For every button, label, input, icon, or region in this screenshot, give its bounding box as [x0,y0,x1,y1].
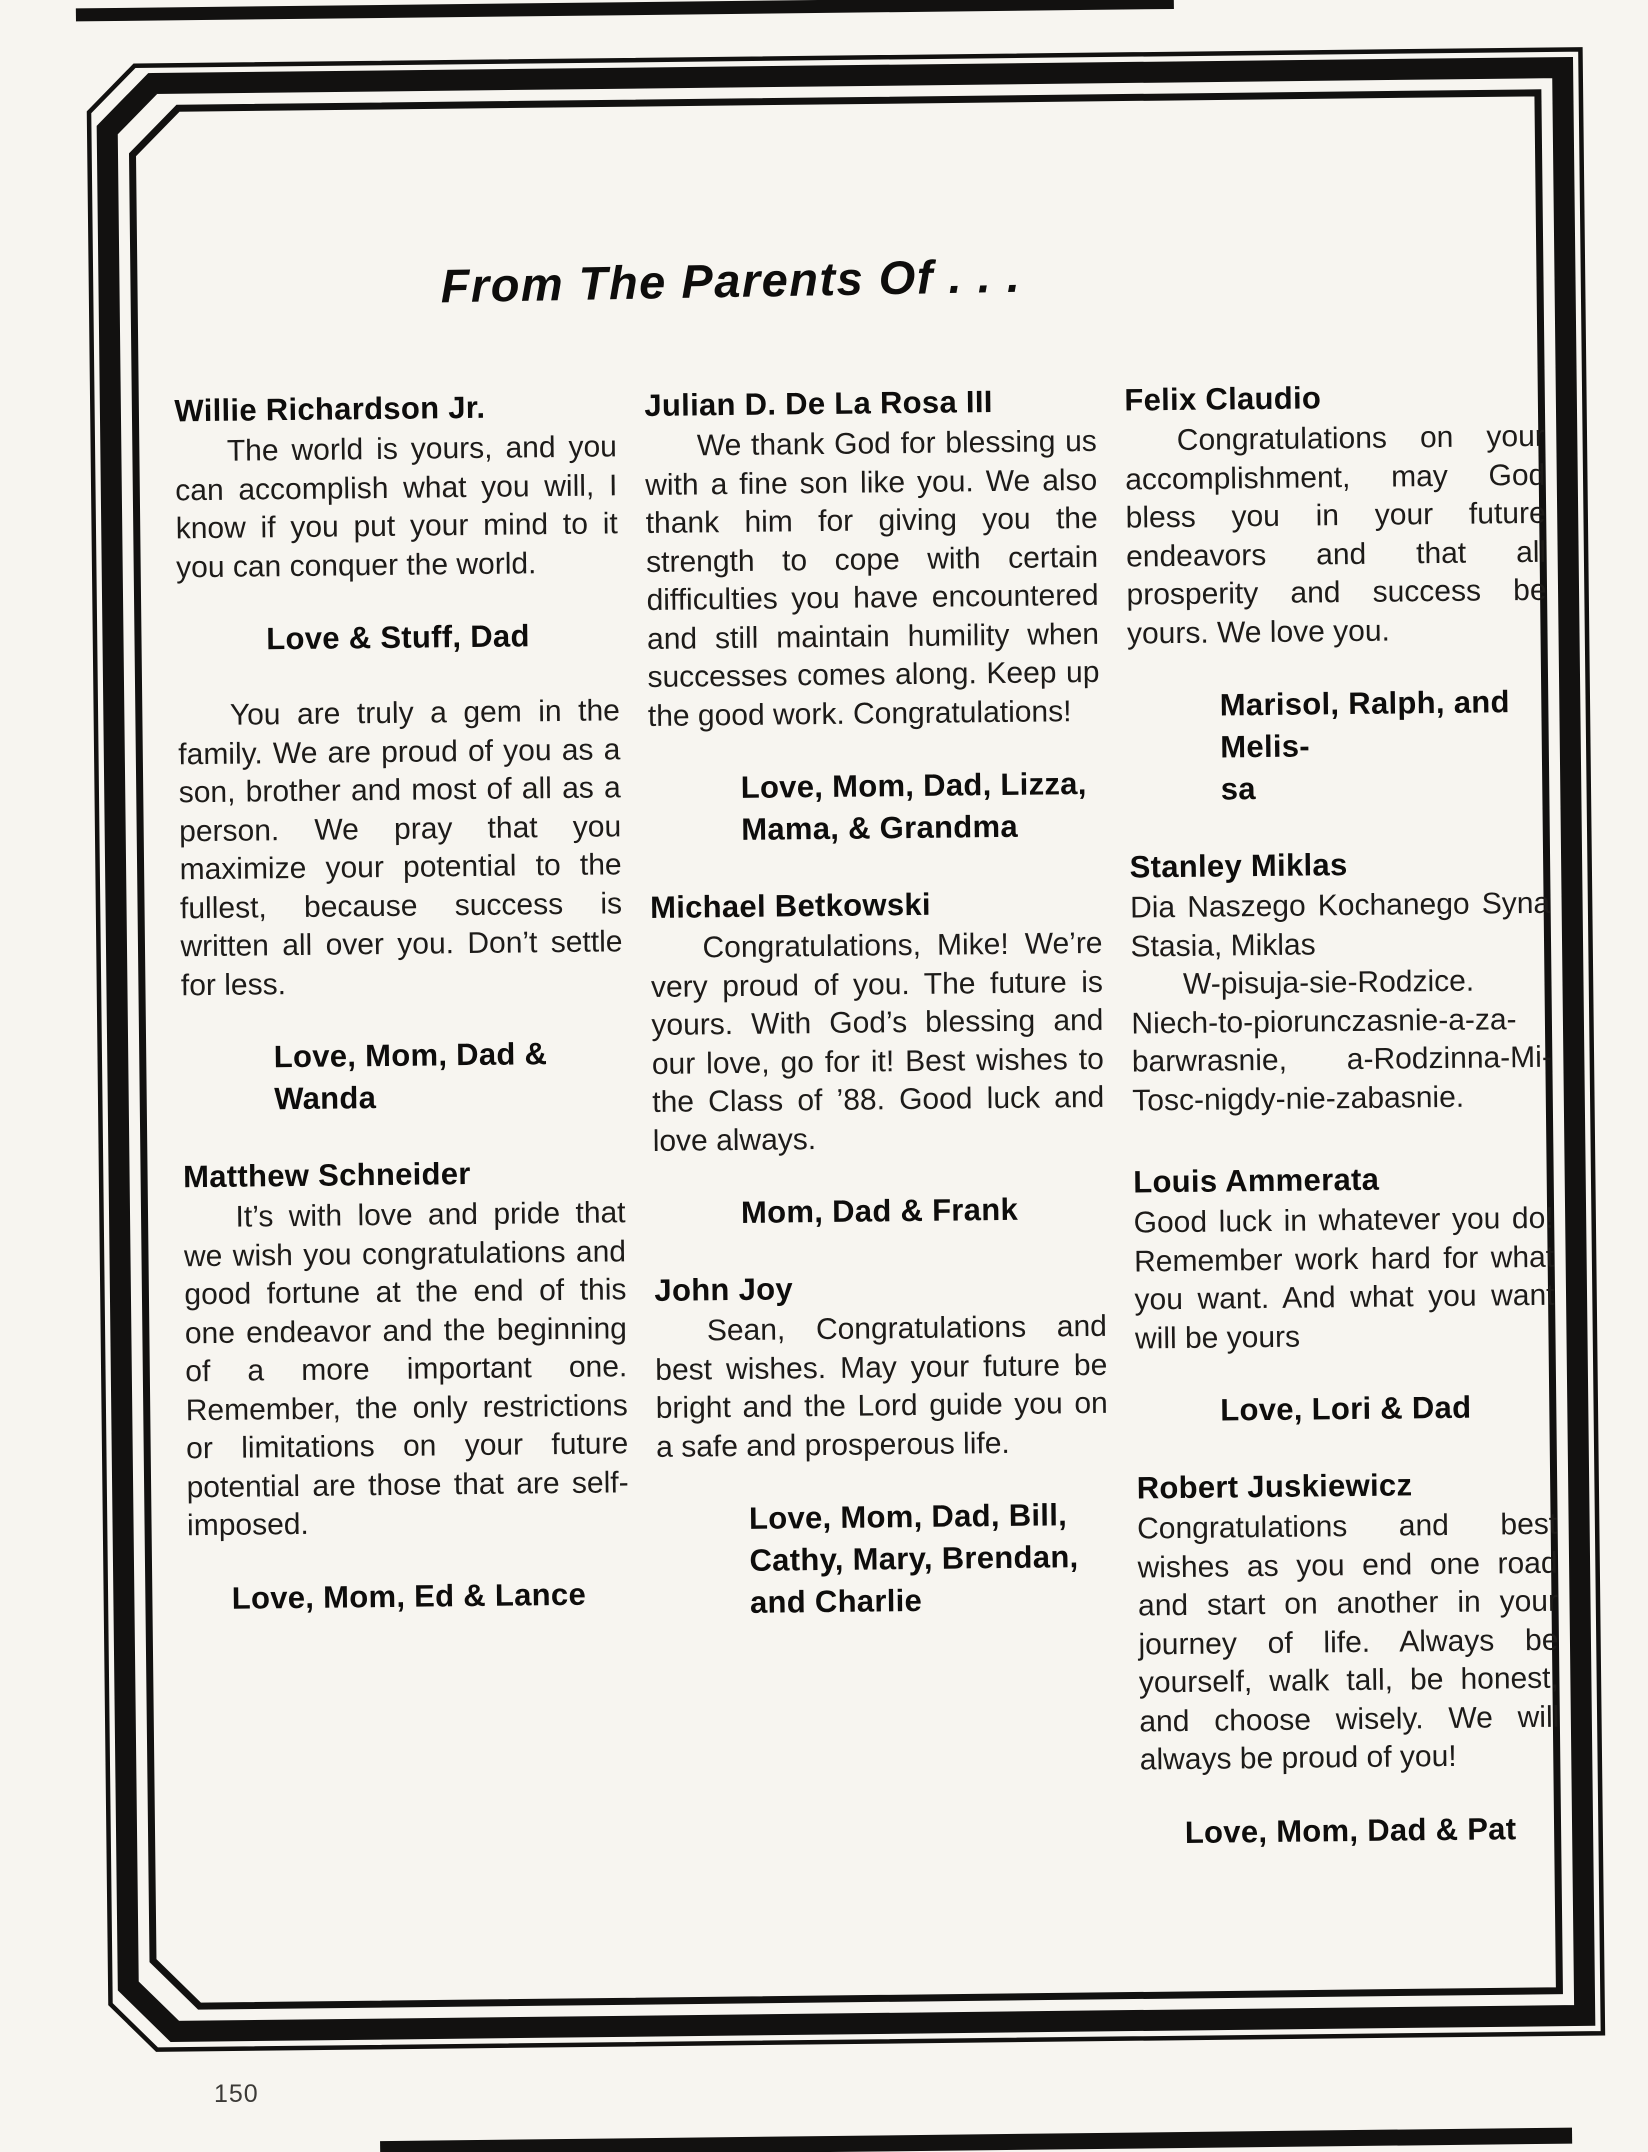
page-number: 150 [214,2080,259,2108]
entry-message: W-pisuja-sie-Rodzice. Niech-to-piorunczasnie-a-za-barwrasnie, a-Rodzinna-Mi-Tosc-nigdy-nie-zabasnie. [1131,964,1553,1118]
entry-signoff [653,1188,1105,1235]
parent-entry [644,381,1101,852]
column [1124,376,1561,1890]
parent-entry [1136,1464,1560,1854]
student-name: Willie Richardson Jr. [174,389,486,429]
signoff-line: Love, Lori & Dad [1220,1389,1472,1428]
parent-entry [174,386,619,661]
entry-message: Congratulations, Mike! We’re very proud of you. The future is yours. With God’s blessing and our love, go for it! Best wishes to the Class of ’88. Good luck and love always. [650,926,1105,1158]
entry-message: Sean, Congratulations and best wishes. May your future be bright and the Lord guide you on a safe and prosperous life. [655,1309,1108,1464]
entry-message: The world is yours, and you can accomplish what you will, I know if you put your mind to it you can conquer the world. [175,430,618,584]
parent-entry [650,883,1106,1235]
parent-entry [183,1152,630,1619]
parent-entry [1129,843,1552,1121]
signoff-line: sa [1220,771,1257,807]
student-name: Louis Ammerata [1133,1161,1380,1200]
entry-signoff [177,614,619,661]
student-name: Matthew Schneider [182,1156,471,1195]
student-name: Robert Juskiewicz [1136,1467,1413,1506]
entry-message: You are truly a gem in the family. We are proud of you as a son, brother and most of all as a person. We pray that you maximize your potential to the fullest, because success is written all over you. Don’t settle for less. [178,694,623,1002]
entry-signoff [182,1032,625,1121]
signoff-line: Marisol, Ralph, and Melis- [1219,684,1510,765]
parent-entry [178,692,625,1121]
column [174,386,633,1900]
entry-signoff [188,1573,630,1620]
student-name: Stanley Miklas [1129,847,1348,885]
parent-entry [654,1266,1110,1625]
student-name: Michael Betkowski [649,886,932,925]
entry-message: It’s with love and pride that we wish you congratulations and good fortune at the end of this one endeavor and the beginning of a more important one. Remember, the only restrictions or limitations on your future potential are those that are self-imposed. [183,1196,629,1543]
signoff-line: Love, Mom, Ed & Lance [231,1576,587,1616]
signoff-line: Love, Mom, Dad, Bill, [748,1497,1068,1536]
signoff-line: Love, Mom, Dad & Pat [1184,1810,1517,1850]
entry-signoff [657,1494,1110,1625]
entry-signoff [648,763,1101,852]
parent-entry [1124,376,1549,812]
entry-message: We thank God for blessing us with a fine son like you. We also thank him for giving you the strength to cope with certain difficulties you have encountered and still maintain humility when successes comes along. Keep up the good work. Congratulations! [645,424,1100,733]
student-name: John Joy [654,1271,794,1308]
entry-signoff [1128,681,1549,812]
signoff-line: Wanda [274,1080,377,1117]
student-name: Felix Claudio [1124,380,1322,418]
signoff-line: Cathy, Mary, Brendan, [749,1539,1079,1578]
student-name: Julian D. De La Rosa III [644,384,993,423]
signoff-line: Love, Mom, Dad, Lizza, [740,766,1087,805]
signoff-line: and Charlie [749,1582,923,1620]
entry-signoff [1136,1386,1556,1433]
signoff-line: Mom, Dad & Frank [740,1191,1019,1230]
entry-message: Congratulations and best wishes as you end one road and start on another in your journey of life. Always be yourself, walk tall, be honest, and choose wisely. We will always be proud of you! [1136,1507,1560,1777]
page-title: From The Parents Of . . . [440,248,1022,313]
signoff-line: Love, Mom, Dad & [273,1036,548,1075]
columns [174,376,1561,1901]
entry-message: Good luck in whatever you do! Remember work hard for what you want. And what you want will be yours [1133,1201,1555,1355]
entry-signoff [1140,1807,1560,1854]
entry-message: Dia Naszego Kochanego Syna Stasia, Miklas [1129,886,1551,964]
parent-entry [1133,1158,1556,1433]
signoff-line: Mama, & Grandma [740,808,1019,847]
entry-message: Congratulations on your accomplishment, may God bless you in your future endeavors and that all prosperity and success be yours. We love you. [1125,419,1547,651]
column [644,381,1113,1896]
signoff-line: Love & Stuff, Dad [266,618,530,657]
